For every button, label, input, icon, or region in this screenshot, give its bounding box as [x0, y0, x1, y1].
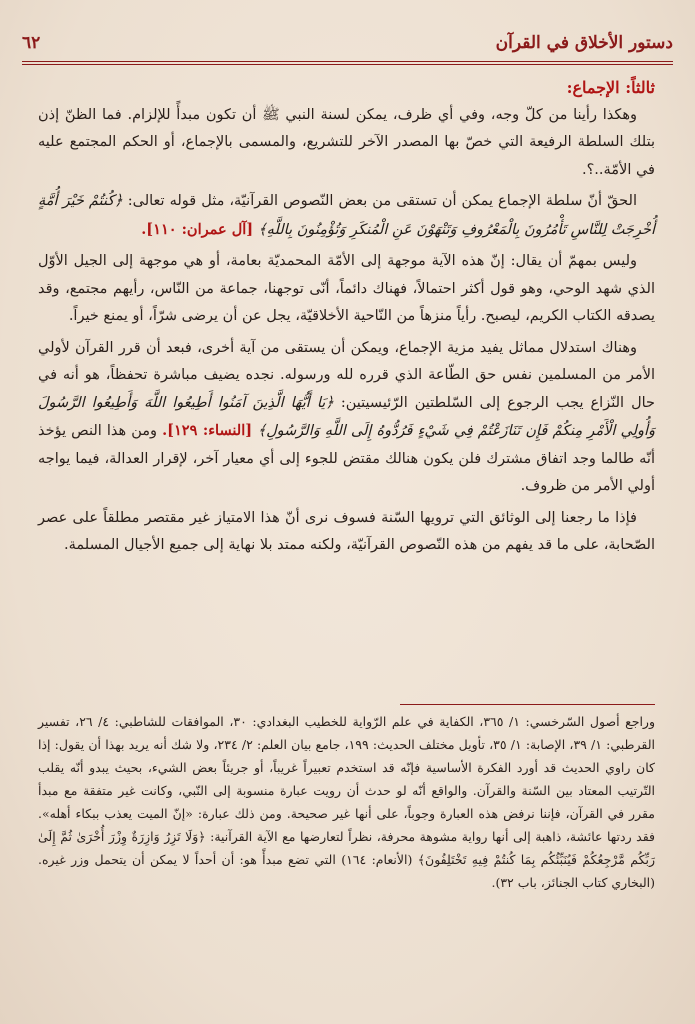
verse-reference: [آل عمران: ١١٠]. [141, 220, 259, 238]
quran-verse: ﴿كُنتُمْ خَيْرَ أُمَّةٍ أُخْرِجَتْ لِلنَّاسِ تَأْمُرُونَ بِالْمَعْرُوفِ وَتَنْهَوْنَ عَنِ الْمُنكَرِ وَتُؤْمِنُونَ بِاللَّهِ﴾ [38, 193, 655, 238]
main-text [38, 74, 655, 564]
verse-reference: [النساء: ١٢٩]. [162, 422, 258, 439]
paragraph-text: وهناك استدلال مماثل يفيد مزية الإجماع، ويمكن أن يستقى من آية أخرى، فبعد أن قرر القرآن لأولي الأمر من المسلمين نفس حق الطّاعة الذي قرره لله ورسوله. نجده يضيف مباشرة تحفظاً، هو أنه في حال النّزاع يجب الرجوع إلى السّلطتين الرّئيسيتين: [38, 339, 655, 411]
paragraph-1 [38, 102, 655, 185]
footnote-separator [400, 704, 655, 705]
paragraph-text-continued: ومن هذا النص يؤخذ أنّه طالما وجد اتفاق مشترك فلن يكون هنالك مقتض للجوء إلى أي معيار آخر، لإقرار العدالة، فيما يواجه أولي الأمر من ظروف. [38, 423, 655, 494]
paragraph-text: وهكذا رأينا من كلّ وجه، وفي أي ظرف، يمكن لسنة النبي ﷺ أن تكون مبدأً للإلزام. فما الظنّ إذن بتلك السلطة الرفيعة التي خصّ بها المصدر الآخر للتشريع، والمسمى بالإجماع، أو الحكم المجتمع عليه في الأمّة..؟. [38, 106, 655, 178]
page-header [22, 28, 673, 58]
book-title: دستور الأخلاق في القرآن [495, 33, 673, 53]
paragraph-text: الحقّ أنّ سلطة الإجماع يمكن أن تستقى من بعض النّصوص القرآنيّة، مثل قوله تعالى: [122, 193, 637, 209]
footnote-text: وراجع أصول السّرخسي: ١/ ٣٦٥، الكفاية في علم الرّواية للخطيب البغدادي: ٣٠، الموافقات للشاطبي: ٤/ ٢٦، تفسير القرطبي: ١/ ٣٩، الإصابة: ١/ ٣٥، تأويل مختلف الحديث: ١٩٩، جامع بيان العلم: ٢/ ٢٣٤، ولا شك أنه يريد بهذا أن يقول: إذا كان راوي الحديث قد أورد الفكرة الأساسية فإنّه قد استخدم تعبيراً غريباً، أو جريئاً بعض الشيء، بحيث يبدو أنّه يقلب التّرتيب المعتاد بين السّنة والقرآن. والواقع أنّه لو حدث أن رويت عبارة منسوبة إلى النّبي، وكانت غير متفقة مع مبدأ مقرر في القرآن، فإننا نرفض هذه العبارة وجوباً، على أنها غير صحيحة. ومن ذلك عبارة: «إنّ الميت يعذب ببكاء أهله». فقد ردتها عائشة، ذاهبة إلى أنها رواية مشوهة محرفة، نظراً لتعارضها مع الآية القرآنية: ﴿وَلَا تَزِرُ وَازِرَةٌ وِزْرَ أُخْرَىٰ ثُمَّ إِلَىٰ رَبِّكُم مَّرْجِعُكُمْ فَيُنَبِّئُكُم بِمَا كُنتُمْ فِيهِ تَخْتَلِفُونَ﴾ (الأنعام: ١٦٤) التي تضع مبدأً هو: أن أحداً لا يمكن أن يتحمل وزر غيره. (البخاري كتاب الجنائز، باب ٣٢). [38, 714, 656, 890]
paragraph-5 [38, 505, 655, 560]
footnotes [38, 710, 655, 894]
section-heading: ثالثاً: الإجماع: [566, 78, 655, 97]
paragraph-text: فإذا ما رجعنا إلى الوثائق التي ترويها السّنة فسوف نرى أنّ هذا الامتياز غير مقتصر مطلقاً على عصر الصّحابة، على ما قد يفهم من هذه النّصوص القرآنيّة، ولكنه ممتد بلا نهاية إلى جميع الأجيال المسلمة. [38, 509, 655, 553]
paragraph-2 [38, 188, 655, 244]
paragraph-text: وليس بمهمّ أن يقال: إنّ هذه الآية موجهة إلى الأمّة المحمديّة بعامة، أو هي موجهة إلى الجيل الأوّل الذي شهد الوحي، وهو قول أكثر احتمالاً، فهناك دائماً، أنّى توجهنا، جماعة من النّاس، رأيهم مجتمع، وقد يصدقه الكتاب الكريم، ليصبح. رأياً منزهاً من النّاحية الأخلاقيّة، يجل عن أن يرضى شرّاً، أو يمنع خيراً. [38, 253, 655, 324]
header-double-rule [22, 60, 673, 66]
paragraph-4 [38, 335, 655, 501]
quran-verse: ﴿يَا أَيُّهَا الَّذِينَ آمَنُوا أَطِيعُوا اللَّهَ وَأَطِيعُوا الرَّسُولَ وَأُولِي الْأَمْرِ مِنكُمْ فَإِن تَنَازَعْتُمْ فِي شَيْءٍ فَرُدُّوهُ إِلَى اللَّهِ وَالرَّسُولِ﴾ [38, 394, 655, 439]
page-number: ٦٢ [22, 33, 41, 53]
paragraph-3 [38, 248, 655, 331]
